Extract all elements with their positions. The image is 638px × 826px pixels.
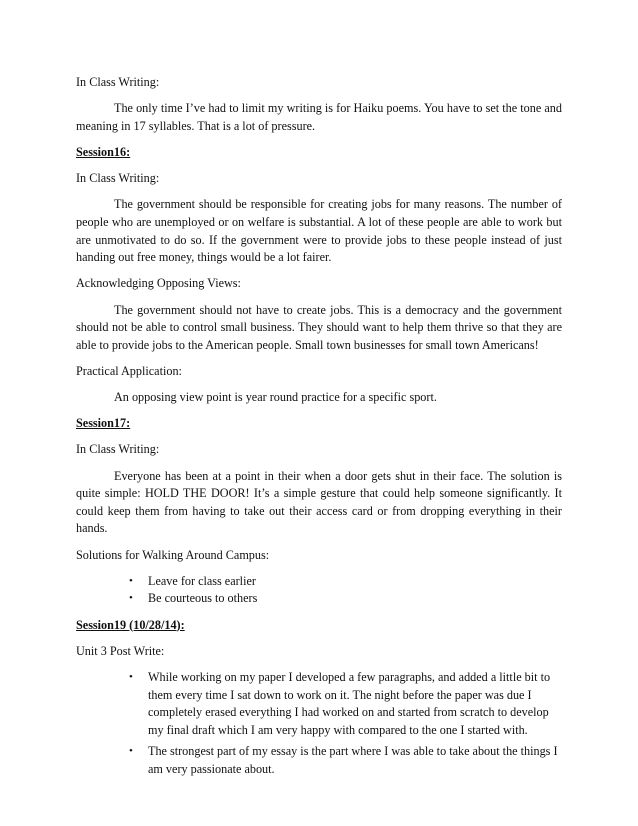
session17-heading: Session17: — [76, 416, 131, 431]
post-write-list — [76, 669, 562, 779]
list-item — [129, 743, 562, 778]
list-item-text: The strongest part of my essay is the part where I was able to take about the things I am very passionate about. — [148, 744, 558, 776]
list-item — [129, 669, 562, 739]
session16-heading: Session16: — [76, 144, 131, 159]
bullet-icon: • — [129, 592, 133, 605]
haiku-paragraph: The only time I’ve had to limit my writing is for Haiku poems. You have to set the tone and meaning in 17 syllables. That is a lot of pressure. — [76, 101, 562, 133]
session16-opposing-label: Acknowledging Opposing Views: — [76, 276, 241, 291]
list-item-text: While working on my paper I developed a few paragraphs, and added a little bit to them every time I sat down to work on it. The night before the paper was due I completely erased everything I had worked on and started from scratch to develop my final draft which I am very happy with compared to the one I started with. — [148, 669, 551, 737]
session16-opposing-paragraph: The government should not have to create jobs. This is a democracy and the government should not be able to control small business. They should want to help them thrive so that they are able to provide jobs to the American people. Small town businesses for small town Americans! — [76, 302, 562, 352]
session17-in-class-paragraph: Everyone has been at a point in their when a door gets shut in their face. The solution is quite simple: HOLD THE DOOR! It’s a simple gesture that could help someone significantly. It could keep them from having to take out their access card or from dropping everything in their hands. — [76, 468, 562, 536]
bullet-icon: • — [129, 745, 133, 758]
session19-post-write-label: Unit 3 Post Write: — [76, 643, 165, 658]
session17-solutions-label: Solutions for Walking Around Campus: — [76, 547, 270, 562]
list-item — [129, 590, 562, 608]
session16-practical-paragraph: An opposing view point is year round practice for a specific sport. — [114, 390, 437, 405]
list-item — [129, 573, 562, 591]
session16-practical-label: Practical Application: — [76, 363, 182, 378]
bullet-icon: • — [129, 574, 133, 587]
bullet-icon: • — [129, 670, 133, 683]
in-class-writing-label: In Class Writing: — [76, 75, 160, 89]
session17-in-class-label: In Class Writing: — [76, 442, 160, 457]
session16-in-class-paragraph: The government should be responsible for creating jobs for many reasons. The number of people who are unemployed or on welfare is substantial. A lot of these people are able to work but are unmotivated to do so. If the government were to provide jobs to these people instead of just handing out free money, things would be a lot fairer. — [76, 197, 562, 265]
session16-in-class-label: In Class Writing: — [76, 171, 160, 186]
session19-heading: Session19 (10/28/14): — [76, 617, 185, 632]
solutions-list — [76, 573, 562, 608]
list-item-text: Leave for class earlier — [148, 573, 256, 588]
list-item-text: Be courteous to others — [148, 591, 258, 606]
document-page — [76, 74, 562, 787]
